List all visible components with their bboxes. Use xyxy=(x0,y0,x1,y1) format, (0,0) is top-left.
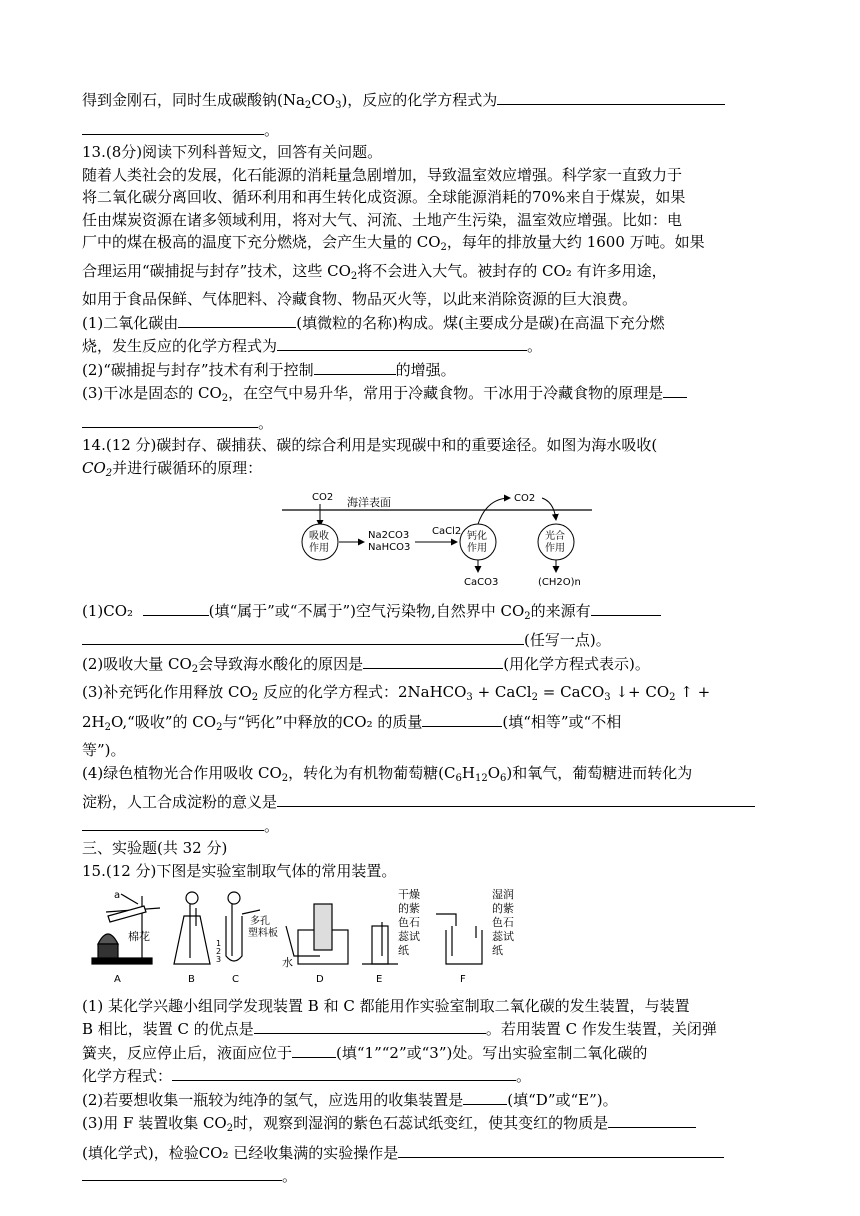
water-label: 水 xyxy=(282,956,293,969)
salt-label-1: Na2CO3 xyxy=(368,530,410,541)
dry-paper-5: 纸 xyxy=(398,944,409,957)
answer-blank[interactable] xyxy=(82,814,264,831)
salt-label-2: NaHCO3 xyxy=(368,542,411,553)
answer-blank[interactable] xyxy=(277,790,755,807)
wet-paper-3: 色石 xyxy=(492,916,514,929)
photosynthesis-circle xyxy=(538,524,574,560)
q15-heading: 15.(12 分)下图是实验室制取气体的常用装置。 xyxy=(82,861,397,880)
calcify-label-1: 钙化 xyxy=(467,531,487,542)
answer-blank[interactable] xyxy=(82,628,524,645)
calcify-circle xyxy=(460,524,496,560)
level-1: 1 xyxy=(216,939,222,948)
absorb-label-2: 作用 xyxy=(309,543,329,554)
answer-blank[interactable] xyxy=(314,358,396,375)
dry-paper-4: 蕊试 xyxy=(398,930,420,943)
absorb-label-1: 吸收 xyxy=(309,531,329,542)
reagent-label: CaCl2 xyxy=(432,526,462,537)
label-a: a xyxy=(114,890,121,901)
photo-label-2: 作用 xyxy=(545,543,565,554)
letter-f: F xyxy=(460,974,466,985)
photo-label-1: 光合 xyxy=(545,531,565,542)
section-3-title: 三、实验题(共 32 分) xyxy=(82,839,228,857)
q15-sub1: (1) 某化学兴趣小组同学发现装置 B 和 C 都能用作实验室制取二氧化碳的发生装置，与装置 B 相比，装置 C 的优点是 。若用装置 C 作发生装置，关闭弹 簧夹，反应停止后，液面应位于 (填“1”“2”或“3”)处。写出实验室制二氧化碳的 化学方程式： 。 xyxy=(82,996,717,1085)
apparatus-a xyxy=(92,890,160,985)
q13-paragraph: 随着人类社会的发展，化石能源的消耗量急剧增加，导致温室效应增强。科学家一直致力于 将二氧化碳分离回收、循环利用和再生转化成资源。全球能源消耗的70%来自于煤炭，如果 任由煤炭资源在诸多领域利用，将对大气、河流、土地产生污染，温室效应增强。比如：电 厂中的煤在极高的温度下充分燃烧，会产生大量的 $CO_2$，每年的排放量大约 1600 万吨。如果 合理运用“碳捕捉与封存”技术，这些 $CO_2$将不会进入大气。被封存的 CO₂ 有许多用途， 如用于食品保鲜、气体肥料、冷藏食物、物品灭火等，以此来消除资源的巨大浪费。 xyxy=(82,165,705,308)
wet-paper-2: 的紫 xyxy=(492,902,514,915)
letter-e: E xyxy=(376,974,383,985)
q13-sub3: (3)干冰是固态的 $CO_2$，在空气中易升华，常用于冷藏食物。干冰用于冷藏食物的原理是 。 xyxy=(82,381,782,434)
answer-blank[interactable] xyxy=(277,334,527,351)
answer-blank[interactable] xyxy=(591,599,661,616)
answer-blank[interactable] xyxy=(422,710,502,727)
apparatus-f xyxy=(436,888,514,985)
ocean-surface-label: 海洋表面 xyxy=(347,496,391,509)
q14-sub4: (4)绿色植物光合作用吸收 $CO_2$，转化为有机物葡萄糖$(C_6H_{12}O_6)$和氧气，葡萄糖进而转化为 淀粉，人工合成淀粉的意义是 。 xyxy=(82,762,782,838)
answer-blank[interactable] xyxy=(398,1141,724,1158)
lab-apparatus-figure xyxy=(86,886,526,986)
dry-paper-1: 干燥 xyxy=(398,888,420,901)
porous-label-1: 多孔 xyxy=(250,916,270,927)
q13-sub1: (1)二氧化碳由 (填微粒的名称)构成。煤(主要成分是碳)在高温下充分燃 烧，发生反应的化学方程式为 。 xyxy=(82,311,782,358)
wet-paper-5: 纸 xyxy=(492,944,503,957)
answer-blank[interactable] xyxy=(143,599,209,616)
answer-blank[interactable] xyxy=(497,88,725,105)
caco3-label: CaCO3 xyxy=(464,577,499,588)
apparatus-e xyxy=(362,887,420,985)
answer-blank[interactable] xyxy=(363,652,503,669)
ch2o-label: (CH2O)n xyxy=(538,577,581,588)
letter-a: A xyxy=(114,974,121,985)
co2-label: CO2 xyxy=(312,492,334,503)
cotton-label: 棉花 xyxy=(128,930,150,943)
exam-page xyxy=(82,88,782,1188)
q13-heading: 13.(8分)阅读下列科普短文，回答有关问题。 xyxy=(82,143,383,161)
answer-blank[interactable] xyxy=(82,118,264,135)
porous-label-2: 塑料板 xyxy=(248,928,278,939)
dry-paper-3: 色石 xyxy=(398,916,420,929)
answer-blank[interactable] xyxy=(608,1111,696,1128)
calcify-label-2: 作用 xyxy=(467,543,487,554)
wet-paper-4: 蕊试 xyxy=(492,930,514,943)
apparatus-b xyxy=(174,892,210,985)
absorb-circle xyxy=(302,524,338,560)
level-3: 3 xyxy=(216,955,222,964)
q14-sub1: (1)CO₂ (填“属于”或“不属于”)空气污染物,自然界中 $CO_2$的来源有 (任写一点)。 xyxy=(82,599,782,652)
answer-blank[interactable] xyxy=(82,411,258,428)
co2-right-label: CO2 xyxy=(514,493,536,504)
q12-line1: 得到金刚石，同时生成碳酸钠$(Na_2CO_3)$，反应的化学方程式为 xyxy=(82,88,782,118)
answer-blank[interactable] xyxy=(254,1017,486,1034)
level-2: 2 xyxy=(216,947,222,956)
q12-line2: 。 xyxy=(82,118,782,142)
q15-sub3: (3)用 F 装置收集 $CO_2$时，观察到湿润的紫色石蕊试纸变红，使其变红的物质是 (填化学式)，检验CO₂ 已经收集满的实验操作是 。 xyxy=(82,1111,782,1188)
answer-blank[interactable] xyxy=(172,1064,516,1081)
letter-b: B xyxy=(188,974,195,985)
dry-paper-2: 的紫 xyxy=(398,902,420,915)
q13-sub2: (2)“碳捕捉与封存”技术有利于控制 的增强。 xyxy=(82,358,782,382)
answer-blank[interactable] xyxy=(82,1164,282,1181)
letter-c: C xyxy=(232,974,239,985)
q14-sub3: (3)补充钙化作用释放 $CO_2$ 反应的化学方程式：2NaHCO$_3$ + CaCl$_2$ = CaCO$_3$ ↓+ $CO_2$ ↑ + $2H_2O,“$吸收”的 $CO_2$与“钙化”中释放的CO₂ 的质量 (填“相等”或“不相 等”)。 xyxy=(82,683,711,759)
answer-blank[interactable] xyxy=(178,311,296,328)
q15-sub2: (2)若要想收集一瓶较为纯净的氢气，应选用的收集装置是 (填“D”或“E”)。 xyxy=(82,1088,782,1112)
letter-d: D xyxy=(316,974,324,985)
answer-blank[interactable] xyxy=(663,381,687,398)
answer-blank[interactable] xyxy=(463,1088,507,1105)
q14-heading: 14.(12 分)碳封存、碳捕获、碳的综合利用是实现碳中和的重要途径。如图为海水吸收( $CO_2$并进行碳循环的原理： xyxy=(82,436,658,479)
apparatus-d xyxy=(282,904,348,985)
wet-paper-1: 湿润 xyxy=(492,888,514,901)
apparatus-c xyxy=(216,892,278,985)
answer-blank[interactable] xyxy=(292,1041,336,1058)
q14-sub2: (2)吸收大量 $CO_2$会导致海水酸化的原因是 (用化学方程式表示)。 xyxy=(82,652,782,682)
carbon-cycle-diagram xyxy=(282,490,652,588)
